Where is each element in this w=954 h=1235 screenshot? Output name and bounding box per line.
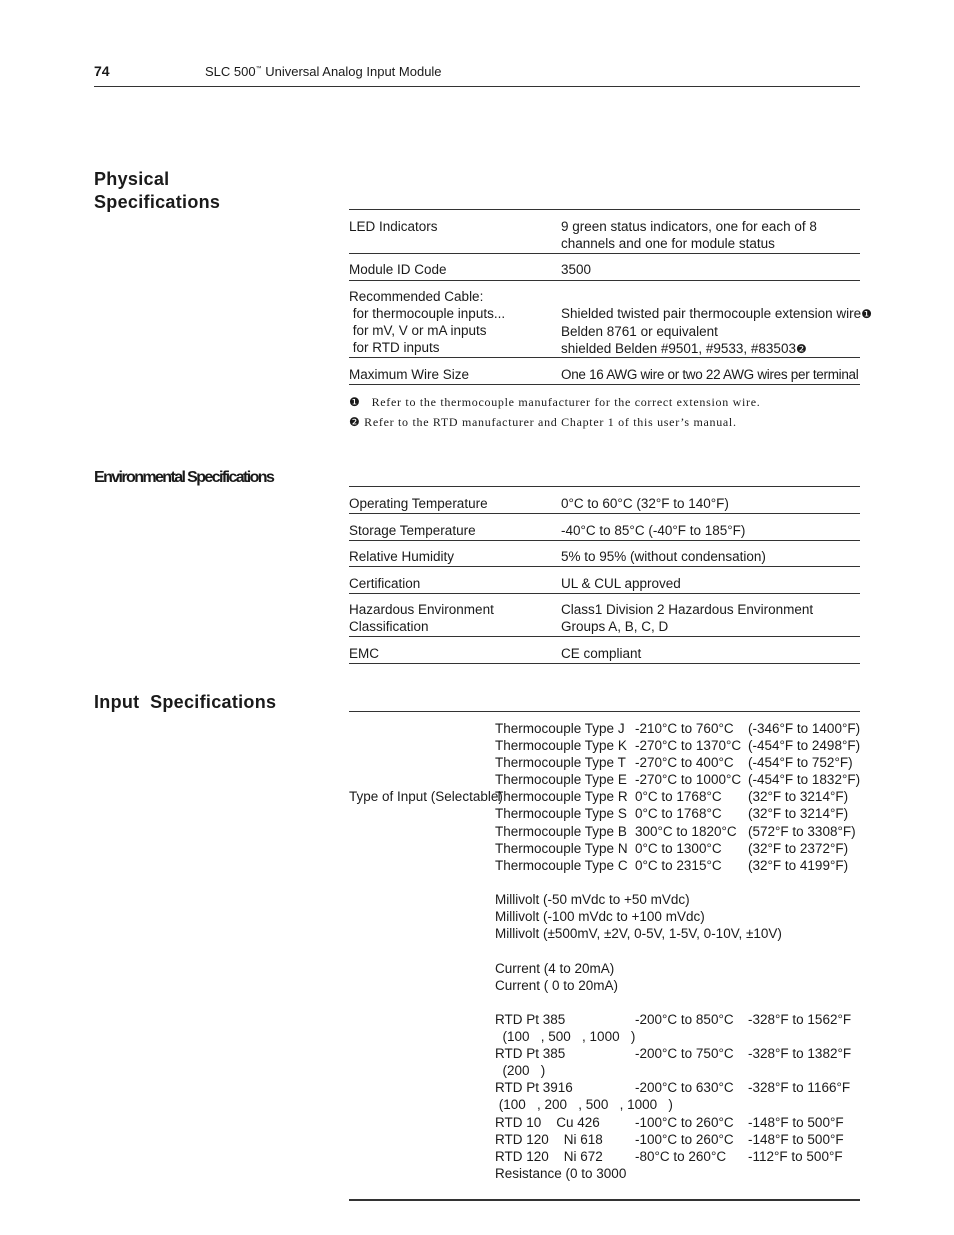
env-value-0: 0°C to 60°C (32°F to 140°F)	[561, 496, 729, 511]
rtd-fahrenheit: -328°F to 1562°F -328°F to 1382°F -328°F to 1166°F -148°F to 500°F -148°F to 500°F -112°F to 500°F	[748, 1012, 852, 1164]
rule	[349, 711, 860, 712]
trademark-sup: ™	[255, 66, 262, 72]
rule	[349, 253, 860, 254]
page-number: 74	[94, 63, 110, 79]
env-label-1: Storage Temperature	[349, 523, 476, 538]
rule	[349, 384, 860, 385]
footnote-2: ❷ Refer to the RTD manufacturer and Chapter 1 of this user’s manual.	[349, 415, 737, 429]
env-label-0: Operating Temperature	[349, 496, 488, 511]
env-value-2: 5% to 95% (without condensation)	[561, 549, 766, 564]
millivolt-list: Millivolt (-50 mVdc to +50 mVdc) Millivolt (-100 mVdc to +100 mVdc) Millivolt (±500mV, ±2V, 0-5V, 1-5V, 0-10V, ±10V)	[495, 892, 782, 942]
env-value-5: CE compliant	[561, 646, 642, 661]
phys-value-1: 3500	[561, 262, 592, 277]
footnote-1-icon: ❶	[861, 307, 872, 321]
footnote-2-icon: ❷	[795, 342, 807, 356]
rule	[349, 566, 860, 567]
footnote-1: ❶ Refer to the thermocouple manufacturer for the correct extension wire.	[349, 395, 761, 409]
rule	[349, 280, 860, 281]
thermocouple-names: Thermocouple Type J Thermocouple Type K Thermocouple Type T Thermocouple Type E Thermocouple Type R Thermocouple Type S Thermocouple Type B Thermocouple Type N Thermocouple Type C	[495, 721, 628, 873]
header-rule	[94, 86, 860, 87]
footnote-1-marker-icon: ❶	[349, 395, 361, 409]
running-title: SLC 500™ Universal Analog Input Module	[205, 64, 442, 79]
rule	[349, 663, 860, 664]
env-value-3: UL & CUL approved	[561, 576, 681, 591]
env-label-5: EMC	[349, 646, 379, 661]
thermocouple-fahrenheit: (-346°F to 1400°F) (-454°F to 2498°F) (-454°F to 752°F) (-454°F to 1832°F) (32°F to 3214°F) (32°F to 3214°F) (572°F to 3308°F) (32°F to 2372°F) (32°F to 4199°F)	[748, 721, 861, 873]
thermocouple-celsius: -210°C to 760°C -270°C to 1370°C -270°C to 400°C -270°C to 1000°C 0°C to 1768°C 0°C to 1768°C 300°C to 1820°C 0°C to 1300°C 0°C to 2315°C	[635, 721, 742, 873]
rule	[349, 1199, 860, 1201]
current-list: Current (4 to 20mA) Current ( 0 to 20mA)	[495, 961, 619, 994]
phys-value-3: One 16 AWG wire or two 22 AWG wires per terminal	[561, 367, 859, 382]
rtd-celsius: -200°C to 850°C -200°C to 750°C -200°C to 630°C -100°C to 260°C -100°C to 260°C -80°C to 260°C	[635, 1012, 734, 1164]
physical-specs-heading: Physical Specifications	[94, 169, 221, 212]
env-label-3: Certification	[349, 576, 421, 591]
phys-label-0: LED Indicators	[349, 219, 438, 234]
env-label-4: Hazardous Environment Classification	[349, 602, 494, 634]
phys-value-0: 9 green status indicators, one for each of 8 channels and one for module status	[561, 219, 817, 251]
rule	[349, 540, 860, 541]
rule	[349, 636, 860, 637]
rule	[349, 357, 860, 358]
rule	[349, 513, 860, 514]
type-of-input-label: Type of Input (Selectable)	[349, 789, 503, 804]
phys-label-1: Module ID Code	[349, 262, 447, 277]
rule	[349, 209, 860, 210]
env-value-4: Class1 Division 2 Hazardous Environment Groups A, B, C, D	[561, 602, 814, 634]
rule	[349, 593, 860, 594]
footnote-2-marker-icon: ❷	[349, 415, 361, 429]
input-specs-heading: Input Specifications	[94, 692, 277, 712]
env-label-2: Relative Humidity	[349, 549, 455, 564]
phys-label-3: Maximum Wire Size	[349, 367, 470, 382]
phys-value-2: Shielded twisted pair thermocouple extension wire❶ Belden 8761 or equivalent shielded Belden #9501, #9533, #83503❷	[561, 306, 872, 356]
rule	[349, 486, 860, 487]
phys-label-2: Recommended Cable: for thermocouple inputs... for mV, V or mA inputs for RTD inputs	[349, 289, 506, 355]
environmental-specs-heading: Environmental Specifications	[94, 469, 274, 486]
rtd-names: RTD Pt 385 (100 , 500 , 1000 ) RTD Pt 385 (200 ) RTD Pt 3916 (100 , 200 , 500 , 1000 ) RTD 10 Cu 426 RTD 120 Ni 618 RTD 120 Ni 672 Resistance (0 to 3000	[495, 1012, 673, 1181]
env-value-1: -40°C to 85°C (-40°F to 185°F)	[561, 523, 746, 538]
